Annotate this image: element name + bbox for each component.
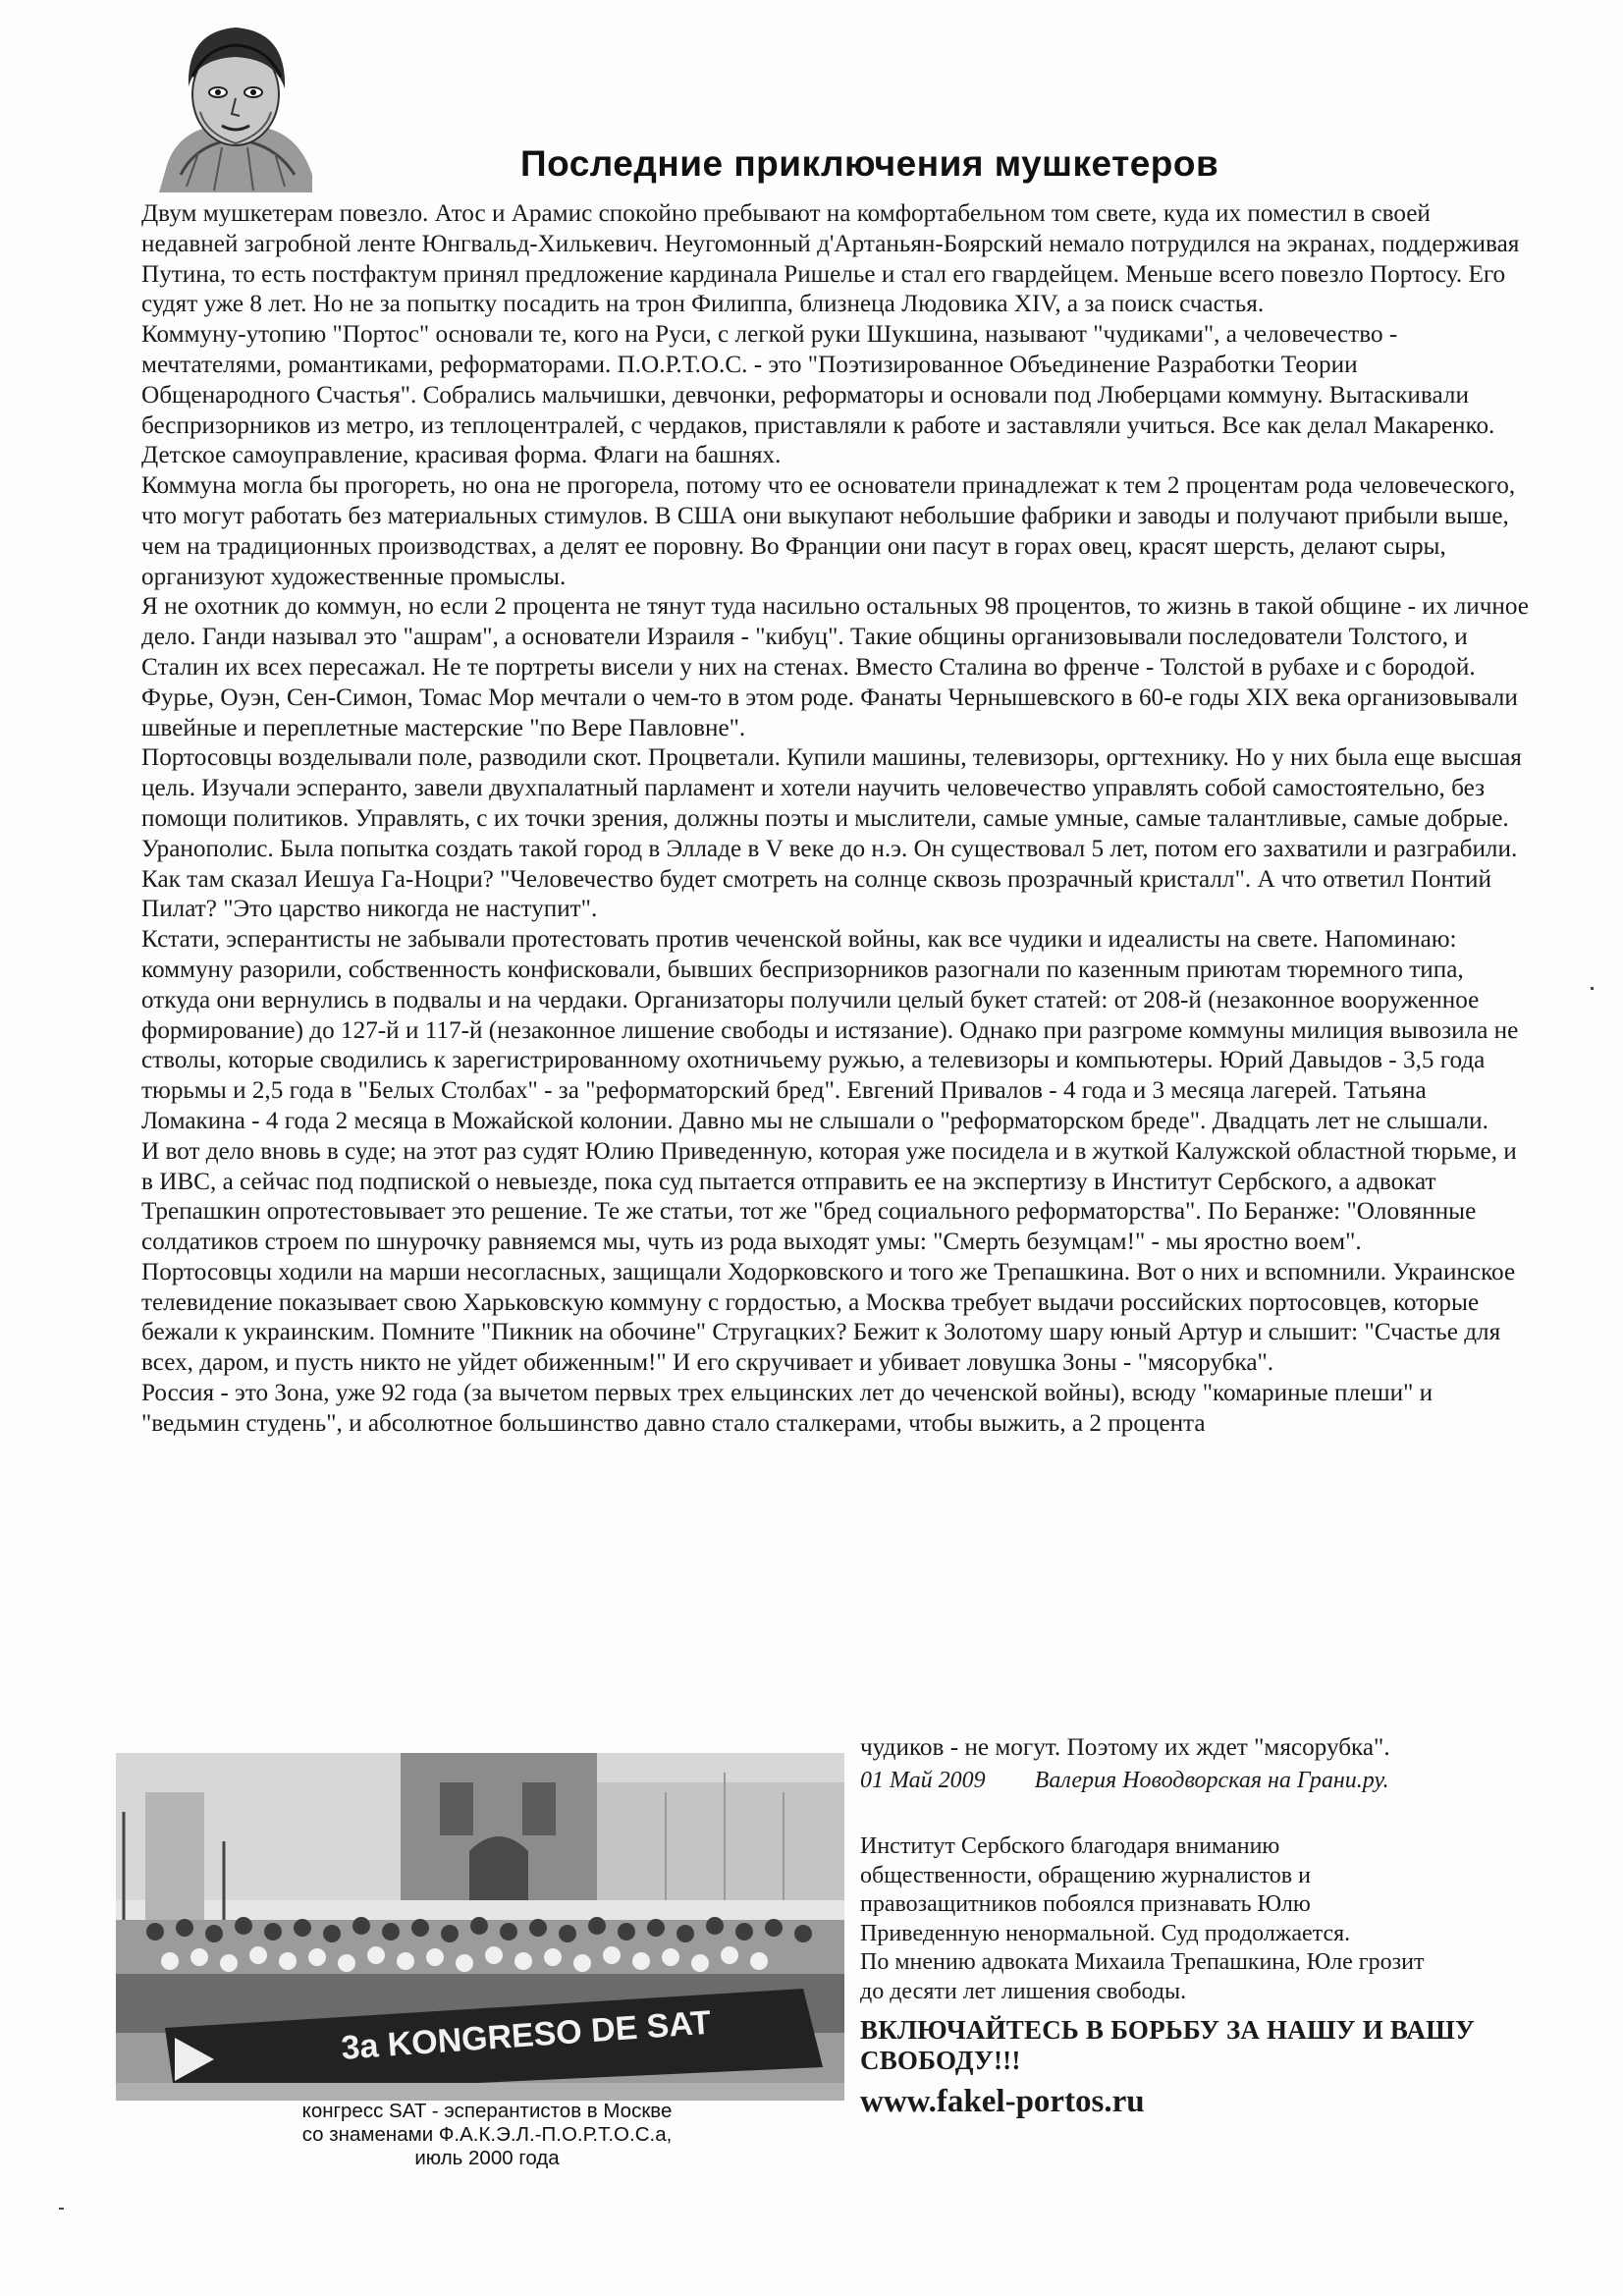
paragraph: Я не охотник до коммун, но если 2 процента не тянут туда насильно остальных 98 процентов, то жизнь в такой общине - их личное дело. Ганди называл это "ашрам", а основатели Израиля - "кибуц". Такие общины организовывали последователи Толстого, и Сталин их всех пересажал. Не те портреты висели у них на стенах. Вместо Сталина во френче - Толстой в рубахе и с бородой. Фурье, Оуэн, Сен-Симон, Томас Мор мечтали о чем-то в этом роде. Фанаты Чернышевского в 60-е годы XIX века организовывали швейные и переплетные мастерские "по Вере Павловне". — [141, 593, 1529, 741]
note-line: общественности, обращению журналистов и — [860, 1862, 1311, 1888]
paragraph: Кстати, эсперантисты не забывали протестовать против чеченской войны, как все чудики и идеалисты на свете. Напоминаю: коммуну разорили, собственность конфисковали, бывших беспризорников разогнали по казенным приютам тюремного типа, откуда они вернулись в подвалы и на чердаки. Организаторы получили целый букет статей: от 208-й (незаконное вооруженное формирование) до 127-й и 117-й (незаконное лишение свободы и истязание). Однако при разгроме коммуны милиция вывозила не стволы, которые сводились к зарегистрированному охотничьему ружью, а телевизоры и компьютеры. Юрий Давыдов - 3,5 года тюрьмы и 2,5 года в "Белых Столбах" - за "реформаторский бред". Евгений Привалов - 4 года и 3 месяца лагерей. Татьяна Ломакина - 4 года 2 месяца в Можайской колонии. Давно мы не слышали о "реформаторском бреде". Двадцать лет не слышали. — [141, 926, 1519, 1134]
scan-speck — [1591, 987, 1594, 990]
paragraph: И вот дело вновь в суде; на этот раз судят Юлию Приведенную, которая уже посидела и в жуткой Калужской областной тюрьме, и в ИВС, а сейчас под подпиской о невыезде, пока суд пытается отправить ее на экспертизу в Институт Сербского, а адвокат Трепашкин опротестовывает это решение. Те же статьи, тот же "бред социального реформаторства". По Беранже: "Оловянные солдатиков строем по шнурочку равняемся мы, чуть из рода выходят умы: "Смерть безумцам!" - мы яростно воем". — [141, 1137, 1517, 1256]
banner-text: 3a KONGRESO DE SAT — [340, 2003, 713, 2067]
paragraph: Портосовцы возделывали поле, разводили скот. Процветали. Купили машины, телевизоры, оргтехнику. Но у них была еще высшая цель. Изучали эсперанто, завели двухпалатный парламент и хотели научить человечество управлять собой самостоятельно, без помощи политиков. Управлять, с их точки зрения, должны поэты и мыслители, самые умные, самые талантливые, самые добрые. Уранополис. Была попытка создать такой город в Элладе в V веке до н.э. Он существовал 5 лет, потом его захватили и разграбили. Как там сказал Иешуа Га-Ноцри? "Человечество будет смотреть на солнце сквозь прозрачный кристалл". А что ответил Понтий Пилат? "Это царство никогда не наступит". — [141, 744, 1522, 923]
website-link[interactable]: www.fakel-portos.ru — [860, 2084, 1145, 2119]
article-title: Последние приключения мушкетеров — [520, 143, 1219, 184]
update-note — [860, 1832, 1520, 2006]
caption-line: со знаменами Ф.А.К.Э.Л.-П.О.Р.Т.О.С.а, — [301, 2123, 673, 2146]
caption-line: конгресс SAT - эсперантистов в Москве — [301, 2100, 673, 2122]
note-line: до десяти лет лишения свободы. — [860, 1978, 1187, 2004]
paragraph: Россия - это Зона, уже 92 года (за вычетом первых трех ельцинских лет до чеченской войны), всюду "комариные плеши" и "ведьмин студень", и абсолютное большинство давно стало сталкерами, чтобы выжить, а 2 процента — [141, 1380, 1434, 1437]
caption-line: июль 2000 года — [414, 2147, 560, 2169]
paragraph: Двум мушкетерам повезло. Атос и Арамис спокойно пребывают на комфортабельном том свете, куда их поместил в своей недавней загробной ленте Юнгвальд-Хилькевич. Неугомонный д'Артаньян-Боярский немало потрудился на экранах, поддерживая Путина, то есть постфактум принял предложение кардинала Ришелье и стал его гвардейцем. Меньше всего повезло Портосу. Его судят уже 8 лет. Но не за попытку посадить на трон Филиппа, близнеца Людовика XIV, а за поиск счастья. — [141, 200, 1520, 318]
paragraph: Портосовцы ходили на марши несогласных, защищали Ходорковского и того же Трепашкина. Вот о них и вспомнили. Украинское телевидение показывает свою Харьковскую коммуну с гордостью, а Москва требует выдачи российских портосовцев, которые бежали к украинским. Помните "Пикник на обочине" Стругацких? Бежит к Золотому шару юный Артур и слышит: "Счастье для всех, даром, и пусть никто не уйдет обиженным!" И его скручивает и убивает ловушка Зоны - "мясорубка". — [141, 1258, 1516, 1377]
article-author: Валерия Новодворская на Грани.ру. — [1034, 1768, 1389, 1793]
scan-speck — [59, 2208, 64, 2210]
paragraph: Коммуна могла бы прогореть, но она не прогорела, потому что ее основатели принадлежат к тем 2 процентам рода человеческого, что могут работать без материальных стимулов. В США они выкупают небольшие фабрики и заводы и получают прибыли выше, чем на традиционных производствах, а делят ее поровну. Во Франции они пасут в горах овец, красят шерсть, делают сыры, организуют художественные промыслы. — [141, 472, 1516, 590]
article-date: 01 Май 2009 — [860, 1768, 986, 1793]
note-line: Приведенную ненормальной. Суд продолжается. — [860, 1920, 1351, 1946]
note-line: Институт Сербского благодаря вниманию — [860, 1833, 1280, 1859]
call-to-action: ВКЛЮЧАЙТЕСЬ В БОРЬБУ ЗА НАШУ И ВАШУ СВОБОДУ!!! — [860, 2015, 1475, 2075]
note-line: По мнению адвоката Михаила Трепашкина, Юле грозит — [860, 1949, 1425, 1975]
paragraph-continuation: чудиков - не могут. Поэтому их ждет "мясорубка". — [860, 1734, 1390, 1761]
group-photo — [116, 1753, 844, 2101]
dateline — [860, 1768, 1389, 1794]
author-portrait — [137, 18, 334, 192]
article-body — [141, 199, 1532, 1440]
photo-caption — [222, 2100, 752, 2170]
paragraph: Коммуну-утопию "Портос" основали те, кого на Руси, с легкой руки Шукшина, называют "чудиками", а человечество - мечтателями, романтиками, реформаторами. П.О.Р.Т.О.С. - это "Поэтизированное Объединение Разработки Теории Общенародного Счастья". Собрались мальчишки, девчонки, реформаторы и основали под Люберцами коммуну. Вытаскивали беспризорников из метро, из теплоцентралей, с чердаков, приставляли к работе и заставляли учиться. Все как делал Макаренко. Детское самоуправление, красивая форма. Флаги на башнях. — [141, 321, 1495, 469]
note-line: правозащитников побоялся признавать Юлю — [860, 1891, 1311, 1917]
